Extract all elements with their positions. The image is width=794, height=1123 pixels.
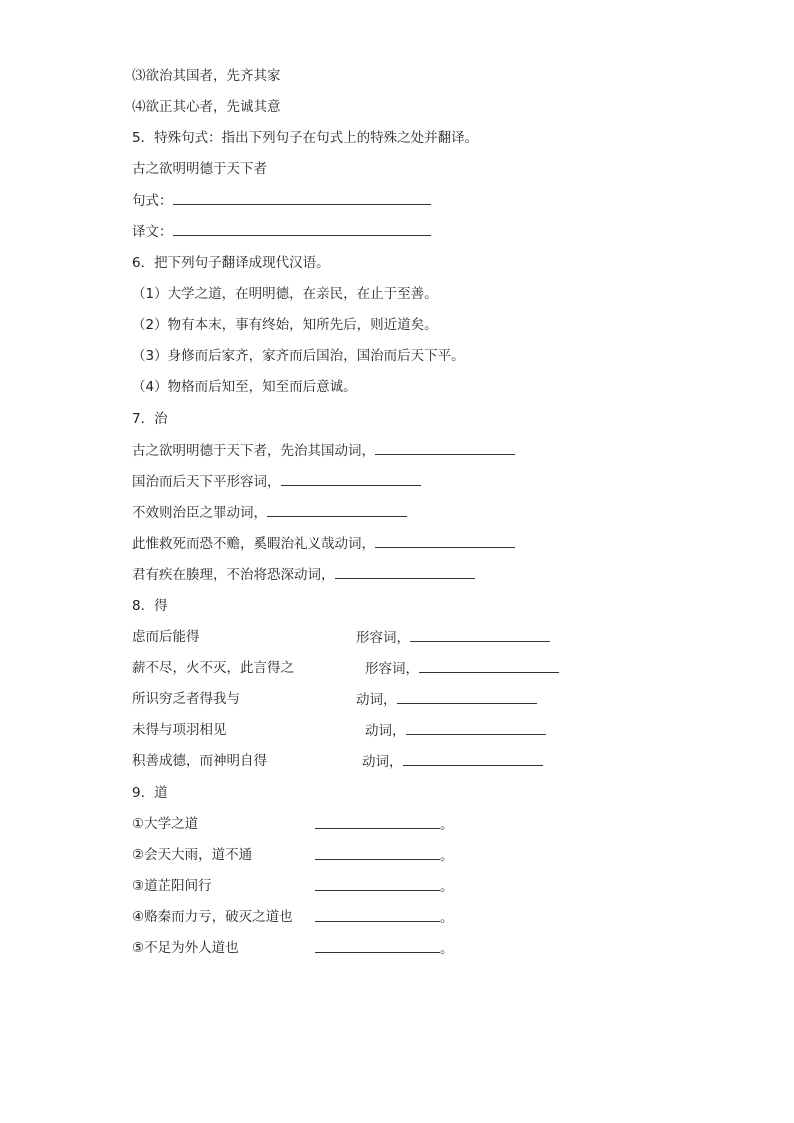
q9-end-mark: 。 bbox=[440, 910, 454, 926]
q8-answer-1 bbox=[356, 627, 550, 647]
q9-sentence-4: ④赂秦而力亏，破灭之道也 bbox=[132, 909, 293, 925]
q8-sentence-5: 积善成德，而神明自得 bbox=[132, 753, 267, 769]
q7-sentence: 君有疾在腠理，不治将恐深动词， bbox=[132, 567, 335, 583]
q8-answer-3 bbox=[356, 689, 537, 709]
q8-answer-blank[interactable] bbox=[410, 627, 550, 642]
q9-answer-2 bbox=[315, 845, 454, 865]
q7-answer-blank[interactable] bbox=[281, 471, 421, 486]
q8-sentence-1: 虑而后能得 bbox=[132, 629, 200, 645]
q9-answer-3 bbox=[315, 876, 454, 896]
q7-sentence: 不效则治臣之罪动词， bbox=[132, 505, 267, 521]
q9-sentence-2: ②会天大雨，道不通 bbox=[132, 847, 253, 863]
q9-answer-5 bbox=[315, 938, 454, 958]
q4-item-3: ⑶欲治其国者，先齐其家 bbox=[132, 68, 281, 84]
q9-end-mark: 。 bbox=[440, 941, 454, 957]
q8-answer-blank[interactable] bbox=[419, 658, 559, 673]
q5-translation-label: 译文： bbox=[132, 224, 173, 240]
q9-sentence-3: ③道芷阳间行 bbox=[132, 878, 212, 894]
q9-answer-4 bbox=[315, 907, 454, 927]
q8-pos: 形容词， bbox=[356, 630, 410, 646]
q9-answer-blank[interactable] bbox=[315, 845, 440, 860]
q7-item-2 bbox=[132, 471, 421, 491]
q8-heading: 8．得 bbox=[132, 598, 168, 614]
q5-pattern-label: 句式： bbox=[132, 193, 173, 209]
q9-answer-blank[interactable] bbox=[315, 938, 440, 953]
q5-translation-row bbox=[132, 221, 431, 241]
q9-end-mark: 。 bbox=[440, 817, 454, 833]
q8-pos: 动词， bbox=[365, 723, 406, 739]
q8-sentence-4: 未得与项羽相见 bbox=[132, 722, 227, 738]
q8-answer-blank[interactable] bbox=[406, 720, 546, 735]
q9-heading: 9．道 bbox=[132, 785, 168, 801]
q6-heading: 6．把下列句子翻译成现代汉语。 bbox=[132, 255, 330, 271]
q8-answer-5 bbox=[362, 751, 543, 771]
q8-sentence-2: 薪不尽，火不灭，此言得之 bbox=[132, 660, 294, 676]
q5-heading: 5．特殊句式：指出下列句子在句式上的特殊之处并翻译。 bbox=[132, 130, 479, 146]
q8-pos: 动词， bbox=[356, 692, 397, 708]
q7-item-4 bbox=[132, 533, 515, 553]
q5-pattern-row bbox=[132, 190, 431, 210]
q8-pos: 动词， bbox=[362, 754, 403, 770]
q7-heading: 7．治 bbox=[132, 411, 168, 427]
q8-answer-4 bbox=[365, 720, 546, 740]
q9-answer-blank[interactable] bbox=[315, 876, 440, 891]
q6-item-1: （1）大学之道，在明明德，在亲民，在止于至善。 bbox=[132, 286, 438, 302]
q7-sentence: 古之欲明明德于天下者，先治其国动词， bbox=[132, 443, 375, 459]
q7-answer-blank[interactable] bbox=[375, 533, 515, 548]
q8-answer-blank[interactable] bbox=[397, 689, 537, 704]
q7-sentence: 此惟救死而恐不赡，奚暇治礼义哉动词， bbox=[132, 536, 375, 552]
q9-sentence-5: ⑤不足为外人道也 bbox=[132, 940, 239, 956]
q9-end-mark: 。 bbox=[440, 879, 454, 895]
q7-item-3 bbox=[132, 502, 407, 522]
q4-item-4: ⑷欲正其心者，先诚其意 bbox=[132, 99, 281, 115]
q5-pattern-blank[interactable] bbox=[173, 190, 431, 205]
q7-item-1 bbox=[132, 440, 515, 460]
q8-pos: 形容词， bbox=[365, 661, 419, 677]
q9-sentence-1: ①大学之道 bbox=[132, 816, 199, 832]
q7-sentence: 国治而后天下平形容词， bbox=[132, 474, 281, 490]
q9-answer-blank[interactable] bbox=[315, 907, 440, 922]
q6-item-3: （3）身修而后家齐，家齐而后国治，国治而后天下平。 bbox=[132, 348, 465, 364]
q7-answer-blank[interactable] bbox=[335, 564, 475, 579]
q5-translation-blank[interactable] bbox=[173, 221, 431, 236]
q8-answer-blank[interactable] bbox=[403, 751, 543, 766]
q9-end-mark: 。 bbox=[440, 848, 454, 864]
q8-answer-2 bbox=[365, 658, 559, 678]
q9-answer-blank[interactable] bbox=[315, 814, 440, 829]
q6-item-2: （2）物有本末，事有终始，知所先后，则近道矣。 bbox=[132, 317, 438, 333]
q6-item-4: （4）物格而后知至，知至而后意诚。 bbox=[132, 379, 357, 395]
q8-sentence-3: 所识穷乏者得我与 bbox=[132, 691, 240, 707]
q7-answer-blank[interactable] bbox=[267, 502, 407, 517]
q7-answer-blank[interactable] bbox=[375, 440, 515, 455]
q9-answer-1 bbox=[315, 814, 454, 834]
q7-item-5 bbox=[132, 564, 475, 584]
q5-sentence: 古之欲明明德于天下者 bbox=[132, 161, 267, 177]
